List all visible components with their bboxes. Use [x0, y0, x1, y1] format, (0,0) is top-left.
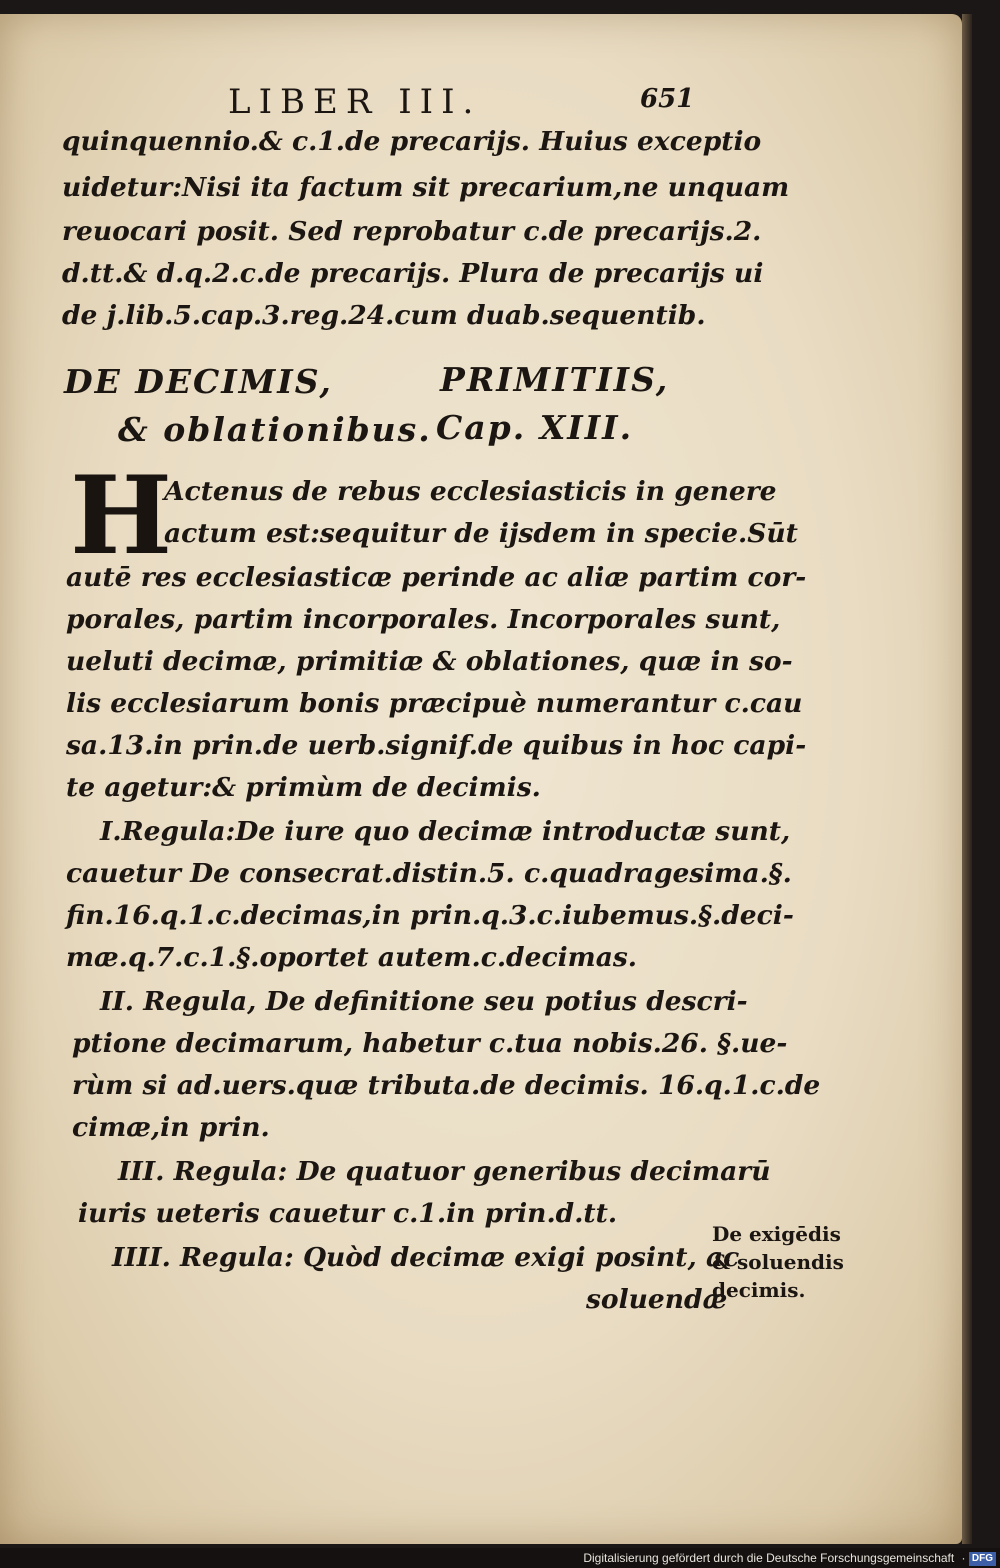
- marginal-note-line: De exigēdis: [712, 1222, 841, 1246]
- chapter-line: III. Regula: De quatuor generibus decimarū: [118, 1156, 771, 1187]
- chapter-line: iuris ueteris cauetur c.1.in prin.d.tt.: [78, 1198, 618, 1229]
- dfg-logo-icon: DFG: [969, 1552, 996, 1566]
- chapter-line: autē res ecclesiasticæ perinde ac aliæ partim cor-: [66, 562, 807, 593]
- body-line: reuocari posit. Sed reprobatur c.de precarijs.2.: [62, 216, 762, 247]
- chapter-line: porales, partim incorporales. Incorporales sunt,: [66, 604, 781, 635]
- chapter-heading-line1-right: PRIMITIIS,: [440, 360, 670, 399]
- chapter-line: rùm si ad.uers.quæ tributa.de decimis. 16.q.1.c.de: [72, 1070, 821, 1101]
- chapter-line: IIII. Regula: Quòd decimæ exigi posint, ac: [112, 1242, 740, 1273]
- chapter-line: mæ.q.7.c.1.§.oportet autem.c.decimas.: [66, 942, 638, 973]
- chapter-line: soluendæ: [586, 1284, 728, 1315]
- chapter-line: cimæ,in prin.: [72, 1112, 270, 1143]
- chapter-line: fin.16.q.1.c.decimas,in prin.q.3.c.iubemus.§.deci-: [66, 900, 794, 931]
- drop-cap-initial: H: [70, 453, 173, 579]
- body-line: uidetur:Nisi ita factum sit precarium,ne unquam: [62, 172, 790, 203]
- chapter-line: Actenus de rebus ecclesiasticis in genere: [164, 476, 777, 507]
- chapter-line: ptione decimarum, habetur c.tua nobis.26. §.ue-: [72, 1028, 788, 1059]
- chapter-line: ueluti decimæ, primitiæ & oblationes, quæ in so-: [66, 646, 793, 677]
- chapter-heading-line2-right: Cap. XIII.: [436, 408, 634, 447]
- chapter-line: te agetur:& primùm de decimis.: [66, 772, 541, 803]
- marginal-note-line: & soluendis: [712, 1250, 844, 1274]
- chapter-line: I.Regula:De iure quo decimæ introductæ sunt,: [100, 816, 791, 847]
- chapter-heading-line2-left: & oblationibus.: [118, 410, 432, 449]
- body-line: de j.lib.5.cap.3.reg.24.cum duab.sequentib.: [62, 300, 706, 331]
- running-head: LIBER III.: [228, 82, 482, 122]
- chapter-heading-line1-left: DE DECIMIS,: [64, 362, 333, 401]
- chapter-line: cauetur De consecrat.distin.5. c.quadragesima.§.: [66, 858, 792, 889]
- chapter-line: actum est:sequitur de ijsdem in specie.Sūt: [164, 518, 798, 549]
- page-edge: [962, 14, 972, 1544]
- chapter-line: lis ecclesiarum bonis præcipuè numerantur c.cau: [66, 688, 803, 719]
- body-line: quinquennio.& c.1.de precarijs. Huius exceptio: [62, 126, 762, 157]
- digitization-footer: Digitalisierung gefördert durch die Deutsche Forschungsgemeinschaft · DFG: [0, 1548, 1000, 1568]
- folio-number: 651: [640, 84, 695, 114]
- marginal-note-line: decimis.: [712, 1278, 806, 1302]
- chapter-line: sa.13.in prin.de uerb.signif.de quibus in hoc capi-: [66, 730, 807, 761]
- body-line: d.tt.& d.q.2.c.de precarijs. Plura de precarijs ui: [62, 258, 764, 289]
- footer-credit-text: Digitalisierung gefördert durch die Deutsche Forschungsgemeinschaft: [583, 1551, 955, 1565]
- chapter-line: II. Regula, De definitione seu potius descri-: [100, 986, 748, 1017]
